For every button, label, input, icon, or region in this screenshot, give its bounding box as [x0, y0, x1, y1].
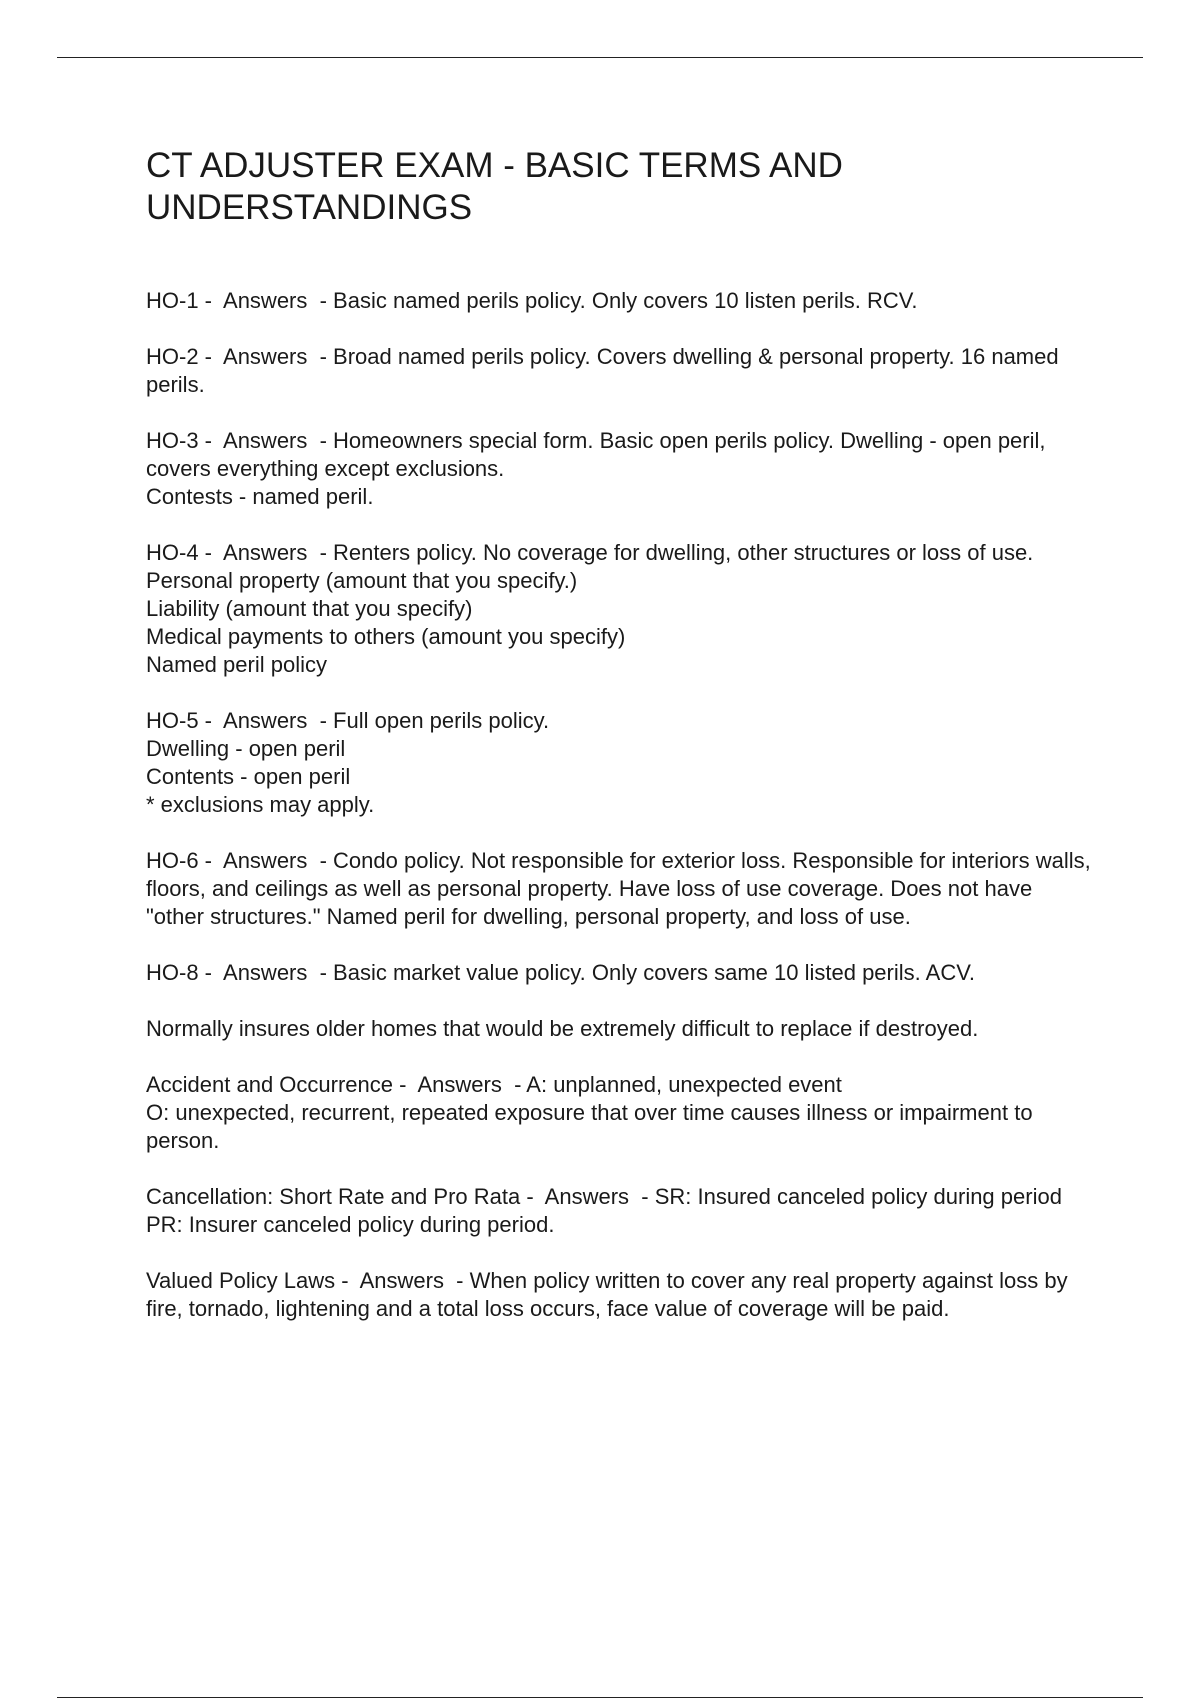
document-body [146, 145, 1096, 1351]
entry-first-line: Cancellation: Short Rate and Pro Rata - Answers - SR: Insured canceled policy during period [146, 1184, 1062, 1209]
answer-label: Answers [223, 960, 308, 985]
entry-item [146, 1183, 1096, 1239]
title-line-1: CT ADJUSTER EXAM - BASIC TERMS AND [146, 146, 843, 185]
entry-item [146, 343, 1096, 399]
entry-definition: A: unplanned, unexpected event [526, 1072, 842, 1097]
answer-label: Answers [223, 540, 308, 565]
answer-label: Answers [223, 288, 308, 313]
entry-item [146, 959, 1096, 987]
entry-first-line: HO-5 - Answers - Full open perils policy. [146, 708, 550, 733]
entry-item [146, 539, 1096, 679]
entry-term: HO-4 [146, 540, 199, 565]
entry-item [146, 427, 1096, 511]
entry-definition: Basic market value policy. Only covers same 10 listed perils. ACV. [333, 960, 975, 985]
entry-definition: Full open perils policy. [333, 708, 550, 733]
entry-first-line: Accident and Occurrence - Answers - A: unplanned, unexpected event [146, 1072, 842, 1097]
entry-first-line: HO-1 - Answers - Basic named perils policy. Only covers 10 listen perils. RCV. [146, 288, 918, 313]
entry-first-line: Valued Policy Laws - Answers - When policy written to cover any real property against loss by fire, tornado, lightening and a total loss occurs, face value of coverage will be paid. [146, 1268, 1068, 1321]
entry-definition: Homeowners special form. Basic open perils policy. Dwelling - open peril, covers everything except exclusions. [146, 428, 1046, 481]
entry-term: HO-3 [146, 428, 199, 453]
entry-definition: Condo policy. Not responsible for exterior loss. Responsible for interiors walls, floors, and ceilings as well as personal property. Have loss of use coverage. Does not have "other structures." Named peril for dwelling, personal property, and loss of use. [146, 848, 1091, 929]
entry-term: Accident and Occurrence [146, 1072, 394, 1097]
entry-term: HO-8 [146, 960, 199, 985]
entry-item [146, 287, 1096, 315]
entry-detail-line: Personal property (amount that you specify.) [146, 568, 578, 593]
entry-term: Valued Policy Laws [146, 1268, 336, 1293]
entry-detail-line: Liability (amount that you specify) [146, 596, 473, 621]
answer-label: Answers [223, 428, 308, 453]
entry-first-line: HO-4 - Answers - Renters policy. No coverage for dwelling, other structures or loss of use. [146, 540, 1034, 565]
entry-first-line: HO-3 - Answers - Homeowners special form. Basic open perils policy. Dwelling - open peril, covers everything except exclusions. [146, 428, 1046, 481]
entry-definition: Renters policy. No coverage for dwelling, other structures or loss of use. [333, 540, 1034, 565]
entry-item [146, 1267, 1096, 1323]
entry-definition: When policy written to cover any real property against loss by fire, tornado, lightening and a total loss occurs, face value of coverage will be paid. [146, 1268, 1068, 1321]
entry-first-line: HO-6 - Answers - Condo policy. Not responsible for exterior loss. Responsible for interiors walls, floors, and ceilings as well as personal property. Have loss of use coverage. Does not have "other structures." Named peril for dwelling, personal property, and loss of use. [146, 848, 1091, 929]
bottom-rule [57, 1697, 1143, 1698]
top-rule [57, 57, 1143, 58]
entry-item [146, 1071, 1096, 1155]
title-line-2: UNDERSTANDINGS [146, 188, 473, 227]
entry-detail-line: Named peril policy [146, 652, 327, 677]
entry-definition: SR: Insured canceled policy during period [654, 1184, 1062, 1209]
answer-label: Answers [544, 1184, 630, 1209]
answer-label: Answers [359, 1268, 444, 1293]
entry-detail-line: PR: Insurer canceled policy during period. [146, 1212, 555, 1237]
entry-detail-line: Medical payments to others (amount you specify) [146, 624, 626, 649]
entry-detail-line: Dwelling - open peril [146, 736, 346, 761]
answer-label: Answers [223, 848, 308, 873]
entry-first-line: HO-8 - Answers - Basic market value policy. Only covers same 10 listed perils. ACV. [146, 960, 975, 985]
answer-label: Answers [417, 1072, 502, 1097]
answer-label: Answers [223, 344, 308, 369]
standalone-note: Normally insures older homes that would be extremely difficult to replace if destroyed. [146, 1016, 979, 1041]
entry-definition: Basic named perils policy. Only covers 10 listen perils. RCV. [333, 288, 918, 313]
entry-term: HO-5 [146, 708, 199, 733]
entry-detail-line: Contents - open peril [146, 764, 351, 789]
entries-list-2 [146, 1071, 1096, 1323]
entry-detail-line: O: unexpected, recurrent, repeated exposure that over time causes illness or impairment to person. [146, 1100, 1033, 1153]
entry-item [146, 707, 1096, 819]
entry-detail-line: Contests - named peril. [146, 484, 374, 509]
entry-term: HO-1 [146, 288, 199, 313]
entry-first-line: HO-2 - Answers - Broad named perils policy. Covers dwelling & personal property. 16 named perils. [146, 344, 1059, 397]
answer-label: Answers [223, 708, 308, 733]
entry-detail-line: * exclusions may apply. [146, 792, 375, 817]
entries-list [146, 287, 1096, 987]
entry-term: HO-6 [146, 848, 199, 873]
entry-item [146, 847, 1096, 931]
page-title [146, 145, 1096, 229]
entry-term: Cancellation: Short Rate and Pro Rata [146, 1184, 521, 1209]
entry-term: HO-2 [146, 344, 199, 369]
entry-definition: Broad named perils policy. Covers dwelling & personal property. 16 named perils. [146, 344, 1059, 397]
